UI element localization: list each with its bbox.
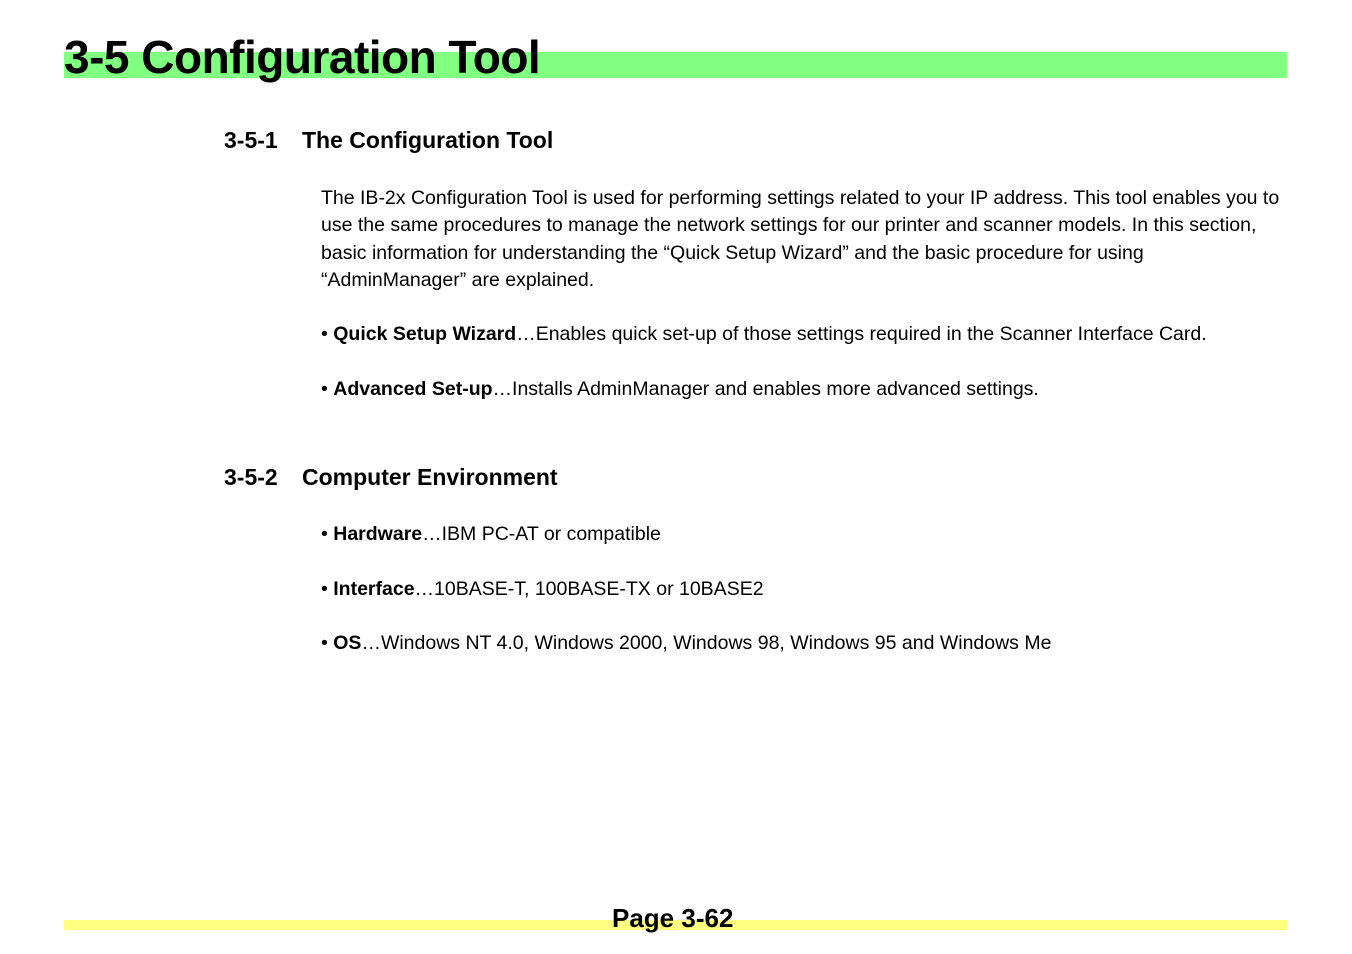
bullet-term: Hardware — [333, 523, 423, 545]
bullet-text: …IBM PC-AT or compatible — [422, 523, 661, 545]
bullet-marker: • — [321, 523, 334, 545]
bullet-marker: • — [321, 323, 334, 345]
section-heading-3-5-1 — [224, 126, 553, 154]
bullet-marker: • — [321, 378, 334, 400]
intro-paragraph: The IB-2x Configuration Tool is used for performing settings related to your IP address. This tool enables you to use the same procedures to manage the network settings for our printer and scanner models. In this section, basic information for understanding the “Quick Setup Wizard” and the basic procedure for using “AdminManager” are explained. — [321, 187, 1280, 291]
bullet-text: …Enables quick set-up of those settings required in the Scanner Interface Card. — [516, 323, 1207, 345]
section-number: 3-5-1 — [224, 127, 278, 153]
bullet-term: Interface — [333, 578, 415, 600]
bullet-term: Advanced Set-up — [333, 378, 493, 400]
page-title: 3-5 Configuration Tool — [64, 31, 541, 83]
bullet-text: …Installs AdminManager and enables more advanced settings. — [492, 378, 1039, 400]
page-number: Page 3-62 — [612, 903, 734, 933]
bullet-text: …10BASE-T, 100BASE-TX or 10BASE2 — [414, 578, 764, 600]
bullet-marker: • — [321, 632, 334, 654]
bullet-interface — [321, 576, 764, 603]
bullet-term: OS — [333, 632, 362, 654]
bullet-marker: • — [321, 578, 334, 600]
section-title: The Configuration Tool — [302, 127, 554, 153]
section-title: Computer Environment — [302, 464, 558, 490]
bullet-quick-setup-wizard — [321, 321, 1207, 348]
bullet-advanced-set-up — [321, 376, 1039, 403]
bullet-hardware — [321, 521, 661, 548]
section-number: 3-5-2 — [224, 464, 278, 490]
bullet-os — [321, 630, 1051, 657]
section-heading-3-5-2 — [224, 463, 558, 491]
bullet-term: Quick Setup Wizard — [333, 323, 517, 345]
bullet-text: …Windows NT 4.0, Windows 2000, Windows 98, Windows 95 and Windows Me — [361, 632, 1052, 654]
